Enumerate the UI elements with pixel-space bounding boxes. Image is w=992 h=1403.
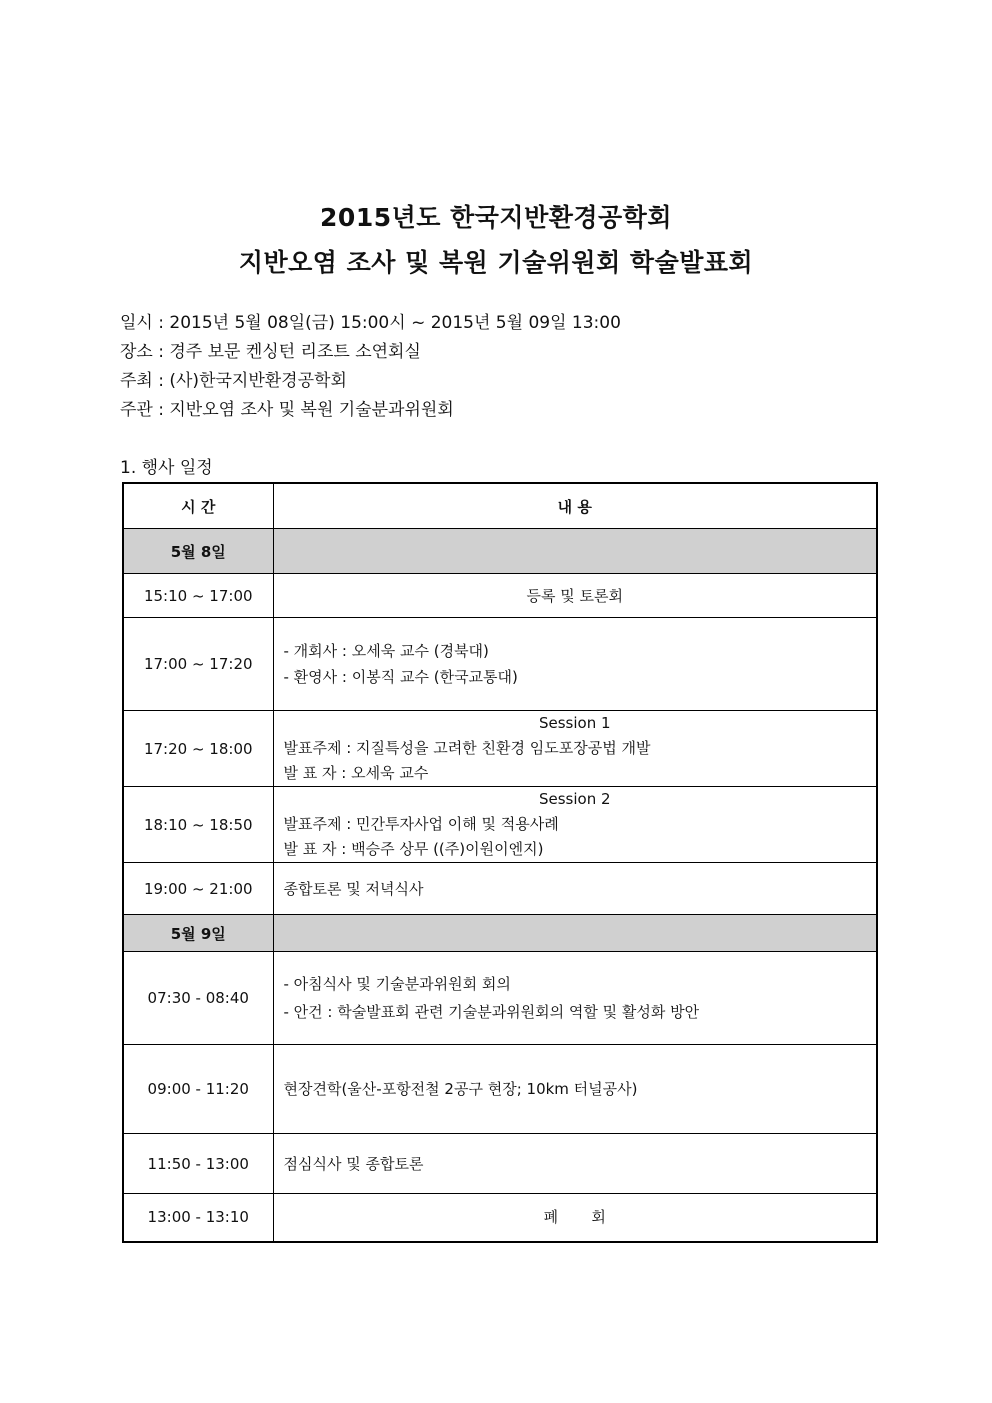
content-line: 발표주제 : 지질특성을 고려한 친환경 임도포장공법 개발 [283, 739, 651, 757]
table-row [123, 952, 877, 1045]
content-cell [273, 1134, 877, 1194]
document-title-line2: 지반오염 조사 및 복원 기술위원회 학술발표회 [238, 248, 754, 277]
content-cell [273, 618, 877, 711]
info-venue: 장소 : 경주 보문 켄싱턴 리조트 소연회실 [120, 342, 421, 362]
content-cell [273, 711, 877, 787]
content-line: 발 표 자 : 백승주 상무 ((주)이원이엔지) [283, 840, 544, 858]
time-cell: 18:10 ~ 18:50 [123, 787, 273, 863]
content-line: - 아침식사 및 기술분과위원회 회의 [283, 975, 511, 993]
content-line: 현장견학(울산-포항전철 2공구 현장; 10km 터널공사) [283, 1080, 638, 1098]
content-cell [273, 1194, 877, 1242]
date-row-day2 [123, 915, 877, 952]
time-cell: 09:00 - 11:20 [123, 1045, 273, 1134]
content-cell [273, 1045, 877, 1134]
info-host: 주최 : (사)한국지반환경공학회 [120, 371, 347, 391]
session-label: Session 1 [538, 714, 611, 732]
table-row [123, 1194, 877, 1242]
content-cell [273, 574, 877, 618]
time-cell: 13:00 - 13:10 [123, 1194, 273, 1242]
date-label: 5월 8일 [123, 529, 273, 574]
time-cell: 11:50 - 13:00 [123, 1134, 273, 1194]
session-label: Session 2 [538, 790, 611, 808]
content-line: 종합토론 및 저녁식사 [283, 879, 424, 898]
content-line: - 환영사 : 이봉직 교수 (한국교통대) [283, 668, 518, 686]
time-cell: 07:30 - 08:40 [123, 952, 273, 1045]
content-line: - 개회사 : 오세욱 교수 (경북대) [283, 642, 489, 660]
content-cell [273, 787, 877, 863]
table-row [123, 574, 877, 618]
content-line: 발 표 자 : 오세욱 교수 [283, 764, 429, 782]
table-row [123, 711, 877, 787]
content-cell [273, 863, 877, 915]
table-row [123, 1134, 877, 1194]
content-line: - 안건 : 학술발표회 관련 기술분과위원회의 역할 및 활성화 방안 [283, 1003, 700, 1021]
time-cell: 17:00 ~ 17:20 [123, 618, 273, 711]
table-row [123, 787, 877, 863]
content-cell [273, 952, 877, 1045]
info-organizer: 주관 : 지반오염 조사 및 복원 기술분과위원회 [120, 400, 454, 420]
schedule-table [122, 482, 878, 1243]
table-row [123, 618, 877, 711]
time-cell: 15:10 ~ 17:00 [123, 574, 273, 618]
table-header-row [123, 483, 877, 529]
content-line: 발표주제 : 민간투자사업 이해 및 적용사례 [283, 815, 559, 833]
header-content: 내 용 [273, 483, 877, 529]
content-line: 등록 및 토론회 [526, 586, 623, 605]
content-line: 점심식사 및 종합토론 [283, 1154, 424, 1173]
table-row [123, 863, 877, 915]
document-title-line1: 2015년도 한국지반환경공학회 [320, 203, 672, 232]
time-cell: 17:20 ~ 18:00 [123, 711, 273, 787]
date-row-day1 [123, 529, 877, 574]
content-line: 폐 회 [543, 1208, 606, 1227]
info-date: 일시 : 2015년 5월 08일(금) 15:00시 ~ 2015년 5월 09일 13:00 [120, 313, 621, 333]
header-time: 시 간 [123, 483, 273, 529]
time-cell: 19:00 ~ 21:00 [123, 863, 273, 915]
date-label: 5월 9일 [123, 915, 273, 952]
section-title: 1. 행사 일정 [120, 458, 213, 478]
table-row [123, 1045, 877, 1134]
